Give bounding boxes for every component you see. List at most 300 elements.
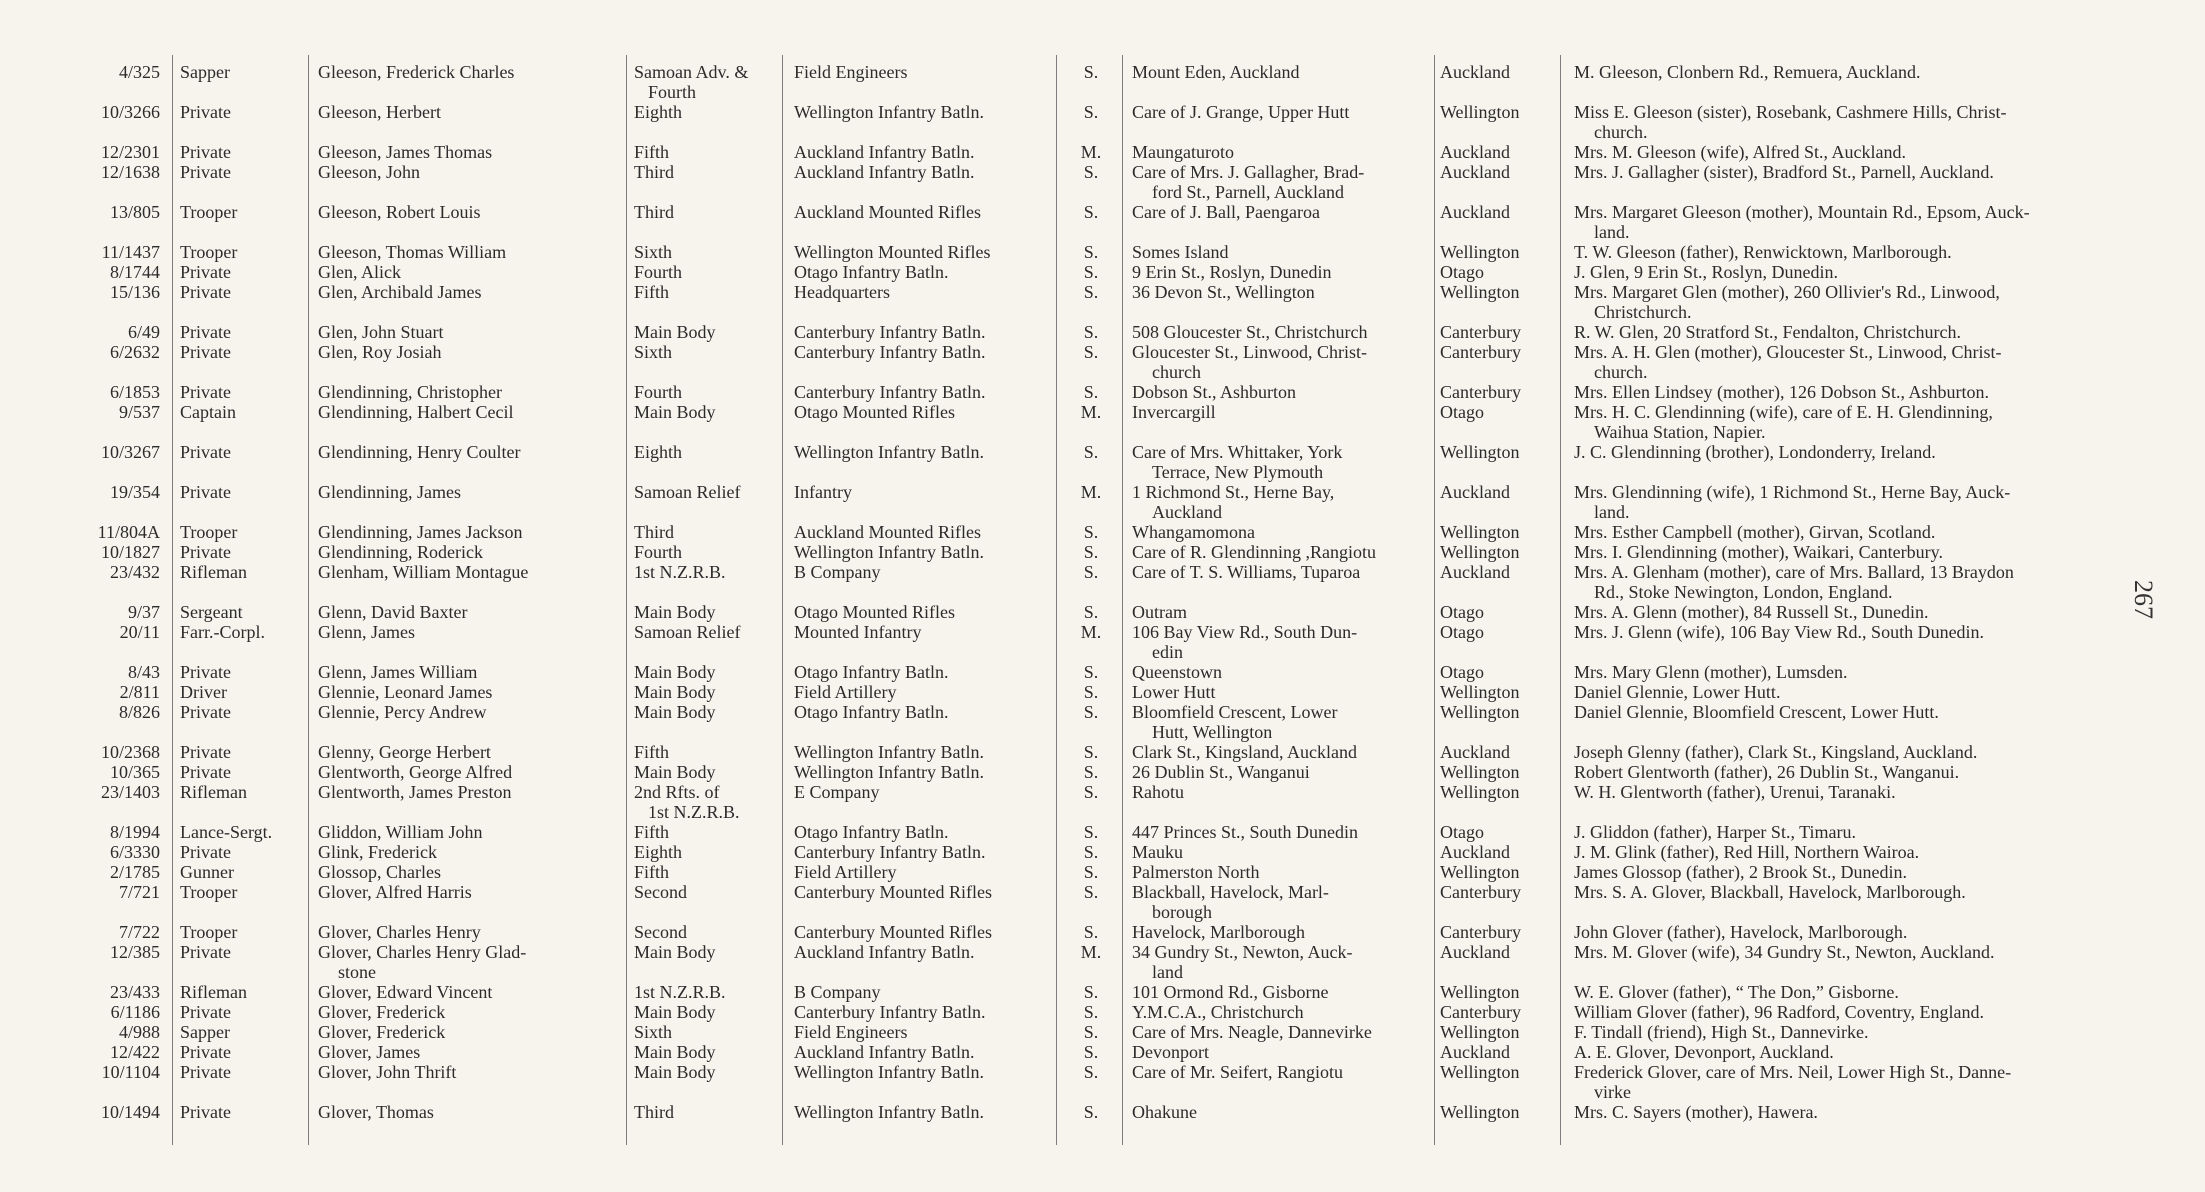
region-cell: Wellington — [1440, 242, 1520, 262]
address-cell: 36 Devon St., Wellington — [1132, 282, 1315, 302]
soldier-name-cell: Glennie, Leonard James — [318, 682, 493, 702]
address-cell: Y.M.C.A., Christchurch — [1132, 1002, 1304, 1022]
soldier-name-cell: Glendinning, Henry Coulter — [318, 442, 521, 462]
rank-cell: Private — [180, 762, 231, 782]
corps-cell: Auckland Mounted Rifles — [794, 522, 981, 542]
corps-cell: Canterbury Infantry Batln. — [794, 322, 986, 342]
unit-cell: Fourth — [634, 542, 683, 562]
address-cell: Whangamomona — [1132, 522, 1255, 542]
soldier-name-cell: Glentworth, George Alfred — [318, 762, 513, 782]
corps-cell: Otago Infantry Batln. — [794, 822, 949, 842]
service-number-cell: 4/988 — [118, 1022, 160, 1042]
rank-cell: Private — [180, 1042, 231, 1062]
column-rule — [172, 55, 173, 1145]
region-cell: Auckland — [1440, 1042, 1510, 1062]
unit-cell: Fifth — [634, 742, 670, 762]
region-cell: Wellington — [1440, 682, 1520, 702]
marital-status-cell: S. — [1083, 1002, 1099, 1022]
marital-status-cell: S. — [1083, 842, 1099, 862]
soldier-name-cell: Glentworth, James Preston — [318, 782, 512, 802]
address-cell: Care of Mr. Seifert, Rangiotu — [1132, 1062, 1343, 1082]
next-of-kin-continued: Rd., Stoke Newington, London, England. — [1594, 582, 1893, 602]
service-number-cell: 10/1827 — [100, 542, 160, 562]
soldier-name-cell: Glover, Thomas — [318, 1102, 434, 1122]
service-number-cell: 10/365 — [109, 762, 160, 782]
address-cell: 447 Princes St., South Dunedin — [1132, 822, 1359, 842]
unit-cell: Main Body — [634, 1002, 716, 1022]
unit-cell: Eighth — [634, 842, 682, 862]
marital-status-cell: S. — [1083, 1022, 1099, 1042]
service-number-cell: 6/3330 — [109, 842, 160, 862]
service-number-cell: 7/722 — [118, 922, 160, 942]
corps-cell: Wellington Infantry Batln. — [794, 542, 985, 562]
marital-status-cell: S. — [1083, 702, 1099, 722]
service-number-cell: 6/2632 — [109, 342, 160, 362]
marital-status-cell: S. — [1083, 562, 1099, 582]
address-cell: 106 Bay View Rd., South Dun- — [1132, 622, 1358, 642]
unit-cell: Fourth — [634, 262, 683, 282]
unit-cell: Main Body — [634, 1062, 716, 1082]
service-number-cell: 13/805 — [109, 202, 160, 222]
unit-cell: 2nd Rfts. of — [634, 782, 720, 802]
corps-cell: Wellington Infantry Batln. — [794, 1062, 985, 1082]
unit-cell: Main Body — [634, 1042, 716, 1062]
marital-status-cell: S. — [1083, 342, 1099, 362]
page-number: 267 — [2129, 580, 2158, 619]
soldier-name-cell: Gliddon, William John — [318, 822, 483, 842]
column-rule — [1056, 55, 1057, 1145]
soldier-name-cell: Glossop, Charles — [318, 862, 441, 882]
rank-cell: Trooper — [180, 522, 238, 542]
region-cell: Canterbury — [1440, 382, 1521, 402]
soldier-name-cell: Glendinning, Halbert Cecil — [318, 402, 514, 422]
marital-status-cell: S. — [1083, 1042, 1099, 1062]
address-cell: Gloucester St., Linwood, Christ- — [1132, 342, 1367, 362]
next-of-kin-cell: Daniel Glennie, Bloomfield Crescent, Lower Hutt. — [1574, 702, 1939, 722]
address-cell: Care of Mrs. Neagle, Dannevirke — [1132, 1022, 1372, 1042]
address-cell: Mount Eden, Auckland — [1132, 62, 1300, 82]
corps-cell: Wellington Mounted Rifles — [794, 242, 991, 262]
soldier-name-cell: Glink, Frederick — [318, 842, 437, 862]
rank-cell: Private — [180, 662, 231, 682]
next-of-kin-cell: Daniel Glennie, Lower Hutt. — [1574, 682, 1781, 702]
corps-cell: B Company — [794, 562, 881, 582]
unit-cell: Sixth — [634, 1022, 673, 1042]
rank-cell: Private — [180, 342, 231, 362]
corps-cell: Otago Mounted Rifles — [794, 402, 955, 422]
rank-cell: Private — [180, 542, 231, 562]
unit-cell: Fifth — [634, 862, 670, 882]
address-continued: ford St., Parnell, Auckland — [1152, 182, 1344, 202]
service-number-cell: 10/1104 — [101, 1062, 160, 1082]
marital-status-cell: S. — [1083, 1062, 1099, 1082]
soldier-name-cell: Glenham, William Montague — [318, 562, 529, 582]
region-cell: Auckland — [1440, 842, 1510, 862]
corps-cell: Otago Infantry Batln. — [794, 702, 949, 722]
rank-cell: Sergeant — [180, 602, 243, 622]
region-cell: Wellington — [1440, 982, 1520, 1002]
corps-cell: Auckland Infantry Batln. — [794, 942, 975, 962]
unit-cell: Main Body — [634, 402, 716, 422]
rank-cell: Trooper — [180, 242, 238, 262]
corps-cell: Wellington Infantry Batln. — [794, 1102, 985, 1122]
rank-cell: Private — [180, 162, 231, 182]
region-cell: Wellington — [1440, 282, 1520, 302]
corps-cell: Wellington Infantry Batln. — [794, 442, 985, 462]
soldier-name-cell: Glover, Alfred Harris — [318, 882, 472, 902]
service-number-cell: 23/432 — [109, 562, 160, 582]
rank-cell: Gunner — [180, 862, 234, 882]
next-of-kin-cell: T. W. Gleeson (father), Renwicktown, Marlborough. — [1574, 242, 1952, 262]
marital-status-cell: S. — [1083, 522, 1099, 542]
next-of-kin-cell: Mrs. S. A. Glover, Blackball, Havelock, Marlborough. — [1574, 882, 1966, 902]
soldier-name-cell: Glennie, Percy Andrew — [318, 702, 487, 722]
soldier-name-cell: Glover, James — [318, 1042, 421, 1062]
next-of-kin-cell: J. Gliddon (father), Harper St., Timaru. — [1574, 822, 1856, 842]
next-of-kin-cell: William Glover (father), 96 Radford, Coventry, England. — [1574, 1002, 1984, 1022]
region-cell: Wellington — [1440, 442, 1520, 462]
address-cell: Care of Mrs. J. Gallagher, Brad- — [1132, 162, 1365, 182]
address-cell: Palmerston North — [1132, 862, 1260, 882]
service-number-cell: 19/354 — [109, 482, 160, 502]
service-number-cell: 8/826 — [118, 702, 160, 722]
rank-cell: Private — [180, 262, 231, 282]
next-of-kin-cell: J. M. Glink (father), Red Hill, Northern Wairoa. — [1574, 842, 1920, 862]
unit-cell: Main Body — [634, 682, 716, 702]
service-number-cell: 11/1437 — [101, 242, 160, 262]
next-of-kin-cell: J. Glen, 9 Erin St., Roslyn, Dunedin. — [1574, 262, 1838, 282]
corps-cell: Infantry — [794, 482, 852, 502]
rank-cell: Farr.-Corpl. — [180, 622, 265, 642]
marital-status-cell: M. — [1080, 622, 1102, 642]
marital-status-cell: S. — [1083, 62, 1099, 82]
corps-cell: Otago Infantry Batln. — [794, 262, 949, 282]
region-cell: Auckland — [1440, 482, 1510, 502]
unit-cell: Third — [634, 202, 674, 222]
region-cell: Auckland — [1440, 942, 1510, 962]
service-number-cell: 12/385 — [109, 942, 160, 962]
marital-status-cell: S. — [1083, 322, 1099, 342]
unit-cell: Samoan Relief — [634, 622, 741, 642]
region-cell: Auckland — [1440, 562, 1510, 582]
soldier-name-cell: Gleeson, Frederick Charles — [318, 62, 515, 82]
address-cell: Ohakune — [1132, 1102, 1197, 1122]
marital-status-cell: S. — [1083, 882, 1099, 902]
unit-cell: Fifth — [634, 282, 670, 302]
address-cell: Somes Island — [1132, 242, 1229, 262]
region-cell: Wellington — [1440, 862, 1520, 882]
next-of-kin-cell: Mrs. Glendinning (wife), 1 Richmond St., Herne Bay, Auck- — [1574, 482, 2011, 502]
service-number-cell: 2/1785 — [109, 862, 160, 882]
address-cell: Dobson St., Ashburton — [1132, 382, 1297, 402]
region-cell: Otago — [1440, 622, 1484, 642]
service-number-cell: 6/1853 — [109, 382, 160, 402]
next-of-kin-continued: land. — [1594, 222, 1630, 242]
next-of-kin-cell: Mrs. C. Sayers (mother), Hawera. — [1574, 1102, 1818, 1122]
service-number-cell: 9/537 — [118, 402, 160, 422]
region-cell: Canterbury — [1440, 322, 1521, 342]
corps-cell: Canterbury Infantry Batln. — [794, 842, 986, 862]
unit-cell: Second — [634, 882, 687, 902]
soldier-name-cell: Glendinning, James — [318, 482, 461, 502]
region-cell: Canterbury — [1440, 882, 1521, 902]
rank-cell: Private — [180, 382, 231, 402]
rank-cell: Lance-Sergt. — [180, 822, 273, 842]
corps-cell: B Company — [794, 982, 881, 1002]
soldier-name-cell: Gleeson, James Thomas — [318, 142, 493, 162]
next-of-kin-cell: James Glossop (father), 2 Brook St., Dunedin. — [1574, 862, 1907, 882]
rank-cell: Private — [180, 942, 231, 962]
service-number-cell: 10/2368 — [100, 742, 160, 762]
address-cell: Rahotu — [1132, 782, 1184, 802]
next-of-kin-cell: W. E. Glover (father), “ The Don,” Gisborne. — [1574, 982, 1899, 1002]
service-number-cell: 4/325 — [118, 62, 160, 82]
corps-cell: Otago Mounted Rifles — [794, 602, 955, 622]
service-number-cell: 15/136 — [109, 282, 160, 302]
corps-cell: E Company — [794, 782, 880, 802]
next-of-kin-continued: virke — [1594, 1082, 1631, 1102]
next-of-kin-cell: Mrs. J. Gallagher (sister), Bradford St., Parnell, Auckland. — [1574, 162, 1994, 182]
rank-cell: Captain — [180, 402, 236, 422]
unit-cell: Sixth — [634, 242, 673, 262]
address-continued: Auckland — [1152, 502, 1222, 522]
next-of-kin-continued: church. — [1594, 362, 1648, 382]
marital-status-cell: M. — [1080, 142, 1102, 162]
region-cell: Wellington — [1440, 702, 1520, 722]
corps-cell: Auckland Mounted Rifles — [794, 202, 981, 222]
marital-status-cell: S. — [1083, 982, 1099, 1002]
marital-status-cell: S. — [1083, 782, 1099, 802]
soldier-name-continued: stone — [338, 962, 376, 982]
soldier-name-cell: Glen, Roy Josiah — [318, 342, 442, 362]
next-of-kin-continued: church. — [1594, 122, 1648, 142]
next-of-kin-cell: J. C. Glendinning (brother), Londonderry, Ireland. — [1574, 442, 1936, 462]
rank-cell: Private — [180, 282, 231, 302]
unit-cell: Eighth — [634, 442, 682, 462]
unit-cell: Main Body — [634, 762, 716, 782]
rank-cell: Rifleman — [180, 782, 247, 802]
address-cell: 34 Gundry St., Newton, Auck- — [1132, 942, 1353, 962]
service-number-cell: 11/804A — [97, 522, 160, 542]
unit-cell: Third — [634, 522, 674, 542]
service-number-cell: 12/1638 — [100, 162, 160, 182]
next-of-kin-cell: Mrs. Margaret Gleeson (mother), Mountain Rd., Epsom, Auck- — [1574, 202, 2030, 222]
address-cell: 508 Gloucester St., Christchurch — [1132, 322, 1368, 342]
rank-cell: Private — [180, 702, 231, 722]
marital-status-cell: S. — [1083, 442, 1099, 462]
address-continued: land — [1152, 962, 1183, 982]
marital-status-cell: S. — [1083, 822, 1099, 842]
next-of-kin-cell: Mrs. I. Glendinning (mother), Waikari, Canterbury. — [1574, 542, 1943, 562]
next-of-kin-cell: Mrs. Mary Glenn (mother), Lumsden. — [1574, 662, 1848, 682]
address-cell: Clark St., Kingsland, Auckland — [1132, 742, 1357, 762]
marital-status-cell: S. — [1083, 602, 1099, 622]
address-cell: Invercargill — [1132, 402, 1216, 422]
corps-cell: Field Engineers — [794, 1022, 908, 1042]
rank-cell: Private — [180, 482, 231, 502]
region-cell: Auckland — [1440, 142, 1510, 162]
address-cell: Care of Mrs. Whittaker, York — [1132, 442, 1343, 462]
next-of-kin-cell: Mrs. A. Glenn (mother), 84 Russell St., Dunedin. — [1574, 602, 1929, 622]
unit-cell: Third — [634, 1102, 674, 1122]
region-cell: Otago — [1440, 602, 1484, 622]
marital-status-cell: S. — [1083, 242, 1099, 262]
soldier-name-cell: Glover, Edward Vincent — [318, 982, 493, 1002]
soldier-name-cell: Glendinning, Christopher — [318, 382, 502, 402]
corps-cell: Canterbury Mounted Rifles — [794, 922, 992, 942]
next-of-kin-cell: Joseph Glenny (father), Clark St., Kingsland, Auckland. — [1574, 742, 1978, 762]
address-cell: 101 Ormond Rd., Gisborne — [1132, 982, 1329, 1002]
corps-cell: Canterbury Infantry Batln. — [794, 342, 986, 362]
service-number-cell: 6/49 — [127, 322, 160, 342]
rank-cell: Private — [180, 1062, 231, 1082]
next-of-kin-cell: M. Gleeson, Clonbern Rd., Remuera, Auckland. — [1574, 62, 1921, 82]
rank-cell: Sapper — [180, 62, 230, 82]
column-rule — [1122, 55, 1123, 1145]
rank-cell: Trooper — [180, 882, 238, 902]
rank-cell: Private — [180, 322, 231, 342]
next-of-kin-cell: John Glover (father), Havelock, Marlborough. — [1574, 922, 1908, 942]
marital-status-cell: M. — [1080, 482, 1102, 502]
rank-cell: Private — [180, 842, 231, 862]
unit-cell: Main Body — [634, 662, 716, 682]
address-continued: Terrace, New Plymouth — [1152, 462, 1324, 482]
next-of-kin-cell: A. E. Glover, Devonport, Auckland. — [1574, 1042, 1834, 1062]
address-continued: Hutt, Wellington — [1152, 722, 1273, 742]
region-cell: Wellington — [1440, 522, 1520, 542]
unit-cell: Main Body — [634, 702, 716, 722]
rank-cell: Driver — [180, 682, 227, 702]
region-cell: Otago — [1440, 402, 1484, 422]
address-cell: Care of R. Glendinning ,Rangiotu — [1132, 542, 1376, 562]
corps-cell: Mounted Infantry — [794, 622, 922, 642]
address-cell: Devonport — [1132, 1042, 1209, 1062]
service-number-cell: 2/811 — [119, 682, 160, 702]
region-cell: Canterbury — [1440, 342, 1521, 362]
soldier-name-cell: Gleeson, John — [318, 162, 420, 182]
next-of-kin-cell: Robert Glentworth (father), 26 Dublin St., Wanganui. — [1574, 762, 1960, 782]
next-of-kin-cell: Miss E. Gleeson (sister), Rosebank, Cashmere Hills, Christ- — [1574, 102, 2007, 122]
region-cell: Wellington — [1440, 542, 1520, 562]
soldier-name-cell: Glenn, David Baxter — [318, 602, 468, 622]
region-cell: Otago — [1440, 262, 1484, 282]
address-cell: Maungaturoto — [1132, 142, 1234, 162]
next-of-kin-cell: Frederick Glover, care of Mrs. Neil, Lower High St., Danne- — [1574, 1062, 2012, 1082]
unit-cell: Main Body — [634, 602, 716, 622]
marital-status-cell: S. — [1083, 262, 1099, 282]
column-rule — [308, 55, 309, 1145]
soldier-name-cell: Glen, John Stuart — [318, 322, 444, 342]
service-number-cell: 10/3267 — [100, 442, 160, 462]
marital-status-cell: S. — [1083, 202, 1099, 222]
marital-status-cell: M. — [1080, 402, 1102, 422]
region-cell: Otago — [1440, 822, 1484, 842]
soldier-name-cell: Glendinning, Roderick — [318, 542, 483, 562]
corps-cell: Field Artillery — [794, 682, 897, 702]
soldier-name-cell: Glendinning, James Jackson — [318, 522, 523, 542]
column-rule — [782, 55, 783, 1145]
soldier-name-cell: Glen, Archibald James — [318, 282, 482, 302]
corps-cell: Canterbury Infantry Batln. — [794, 382, 986, 402]
marital-status-cell: S. — [1083, 762, 1099, 782]
next-of-kin-cell: Mrs. A. Glenham (mother), care of Mrs. Ballard, 13 Braydon — [1574, 562, 2014, 582]
next-of-kin-continued: land. — [1594, 502, 1630, 522]
soldier-name-cell: Glover, John Thrift — [318, 1062, 457, 1082]
service-number-cell: 9/37 — [127, 602, 160, 622]
corps-cell: Headquarters — [794, 282, 890, 302]
next-of-kin-cell: Mrs. Esther Campbell (mother), Girvan, Scotland. — [1574, 522, 1936, 542]
address-continued: borough — [1152, 902, 1212, 922]
rank-cell: Private — [180, 102, 231, 122]
address-cell: Care of T. S. Williams, Tuparoa — [1132, 562, 1361, 582]
region-cell: Canterbury — [1440, 1002, 1521, 1022]
address-continued: church — [1152, 362, 1201, 382]
service-number-cell: 8/1994 — [109, 822, 160, 842]
column-rule — [1560, 55, 1561, 1145]
rank-cell: Trooper — [180, 202, 238, 222]
next-of-kin-cell: Mrs. A. H. Glen (mother), Gloucester St., Linwood, Christ- — [1574, 342, 2002, 362]
region-cell: Canterbury — [1440, 922, 1521, 942]
corps-cell: Wellington Infantry Batln. — [794, 742, 985, 762]
soldier-name-cell: Gleeson, Thomas William — [318, 242, 507, 262]
corps-cell: Auckland Infantry Batln. — [794, 1042, 975, 1062]
service-number-cell: 8/1744 — [109, 262, 160, 282]
corps-cell: Field Artillery — [794, 862, 897, 882]
corps-cell: Field Engineers — [794, 62, 908, 82]
unit-cell: Fifth — [634, 142, 670, 162]
soldier-name-cell: Glenn, James — [318, 622, 415, 642]
service-number-cell: 12/2301 — [100, 142, 160, 162]
region-cell: Auckland — [1440, 162, 1510, 182]
next-of-kin-cell: F. Tindall (friend), High St., Dannevirke. — [1574, 1022, 1869, 1042]
soldier-name-cell: Glenny, George Herbert — [318, 742, 491, 762]
unit-cell: Samoan Adv. & — [634, 62, 749, 82]
marital-status-cell: S. — [1083, 1102, 1099, 1122]
rank-cell: Private — [180, 442, 231, 462]
soldier-name-cell: Glen, Alick — [318, 262, 401, 282]
service-number-cell: 20/11 — [119, 622, 160, 642]
address-cell: Blackball, Havelock, Marl- — [1132, 882, 1329, 902]
address-cell: Care of J. Ball, Paengaroa — [1132, 202, 1320, 222]
region-cell: Auckland — [1440, 202, 1510, 222]
next-of-kin-cell: W. H. Glentworth (father), Urenui, Taranaki. — [1574, 782, 1896, 802]
soldier-name-cell: Glover, Frederick — [318, 1022, 446, 1042]
region-cell: Otago — [1440, 662, 1484, 682]
address-cell: Care of J. Grange, Upper Hutt — [1132, 102, 1350, 122]
next-of-kin-cell: Mrs. M. Glover (wife), 34 Gundry St., Newton, Auckland. — [1574, 942, 1995, 962]
marital-status-cell: S. — [1083, 682, 1099, 702]
service-number-cell: 23/433 — [109, 982, 160, 1002]
soldier-name-cell: Glover, Frederick — [318, 1002, 446, 1022]
marital-status-cell: S. — [1083, 742, 1099, 762]
region-cell: Wellington — [1440, 1022, 1520, 1042]
region-cell: Auckland — [1440, 62, 1510, 82]
rank-cell: Private — [180, 1102, 231, 1122]
next-of-kin-cell: Mrs. M. Gleeson (wife), Alfred St., Auckland. — [1574, 142, 1906, 162]
rank-cell: Private — [180, 142, 231, 162]
unit-continued: Fourth — [648, 82, 697, 102]
marital-status-cell: S. — [1083, 542, 1099, 562]
unit-cell: Second — [634, 922, 687, 942]
address-cell: 1 Richmond St., Herne Bay, — [1132, 482, 1335, 502]
rank-cell: Private — [180, 742, 231, 762]
address-cell: Mauku — [1132, 842, 1183, 862]
rank-cell: Sapper — [180, 1022, 230, 1042]
marital-status-cell: S. — [1083, 922, 1099, 942]
region-cell: Wellington — [1440, 762, 1520, 782]
rank-cell: Rifleman — [180, 562, 247, 582]
next-of-kin-cell: Mrs. H. C. Glendinning (wife), care of E. H. Glendinning, — [1574, 402, 1993, 422]
